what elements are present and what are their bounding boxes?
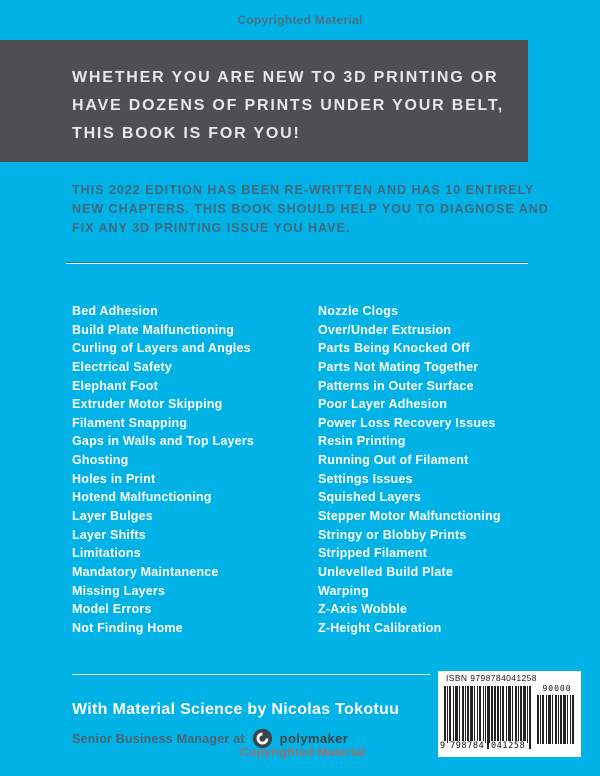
topic-item: Bed Adhesion	[72, 304, 158, 318]
topic-item: Hotend Malfunctioning	[72, 490, 212, 505]
topics-column-right	[318, 302, 501, 638]
barcode-guard-bar	[487, 686, 489, 749]
topic-item: Electrical Safety	[72, 359, 172, 374]
topic-item: Poor Layer Adhesion	[318, 397, 448, 412]
barcode-guard-bar	[444, 686, 446, 749]
barcode-digit-group: 041258	[491, 741, 526, 751]
topic-item: Gaps in Walls and Top Layers	[72, 434, 255, 449]
topic-item: Unlevelled Build Plate	[318, 564, 453, 579]
footer-divider-line	[72, 674, 430, 675]
topic-item: Mandatory Maintanence	[72, 564, 219, 579]
topic-item: Build Plate Malfunctioning	[72, 322, 235, 337]
copyright-watermark-top: Copyrighted Material	[237, 13, 363, 27]
topic-item: Parts Being Knocked Off	[318, 341, 470, 356]
brand-name: polymaker	[279, 731, 349, 746]
topic-item: Over/Under Extrusion	[318, 322, 452, 337]
topic-item: Stripped Filament	[318, 546, 427, 561]
headline-line: HAVE DOZENS OF PRINTS UNDER YOUR BELT,	[72, 97, 504, 114]
barcode-addon-price: 90000	[542, 684, 572, 693]
topic-item: Extruder Motor Skipping	[72, 397, 223, 412]
topic-item: Missing Layers	[72, 583, 166, 598]
topic-item: Nozzle Clogs	[318, 304, 399, 318]
barcode-digit-group: 798784	[450, 741, 485, 751]
topic-item: Curling of Layers and Angles	[72, 341, 251, 356]
barcode-digit-group: 9	[440, 741, 446, 751]
topic-item: Squished Layers	[318, 490, 422, 505]
topic-item: Resin Printing	[318, 434, 406, 449]
topic-item: Patterns in Outer Surface	[318, 378, 474, 393]
topic-item: Filament Snapping	[72, 415, 188, 430]
divider-line	[66, 262, 528, 263]
intro-line: FIX ANY 3D PRINTING ISSUE YOU HAVE.	[72, 221, 351, 235]
author-credit: With Material Science by Nicolas Tokotuu	[72, 701, 400, 718]
intro-line: NEW CHAPTERS. THIS BOOK SHOULD HELP YOU TO DIAGNOSE AND	[72, 202, 549, 216]
topic-item: Ghosting	[72, 453, 129, 468]
topic-item: Power Loss Recovery Issues	[318, 415, 496, 430]
barcode-bars-addon	[537, 695, 575, 744]
topic-item: Limitations	[72, 546, 141, 561]
topic-item: Z-Axis Wobble	[318, 602, 408, 617]
isbn-barcode-block	[438, 671, 581, 757]
isbn-label: ISBN 9798784041258	[446, 673, 537, 683]
topic-item: Stepper Motor Malfunctioning	[318, 509, 501, 524]
headline	[72, 64, 504, 148]
topic-item: Running Out of Filament	[318, 453, 469, 468]
topic-item: Layer Bulges	[72, 509, 153, 524]
intro-line: THIS 2022 EDITION HAS BEEN RE-WRITTEN AND HAS 10 ENTIRELY	[72, 183, 535, 197]
edition-intro	[72, 181, 549, 238]
topic-item: Warping	[318, 583, 369, 598]
topic-item: Z-Height Calibration	[318, 620, 442, 635]
topic-item: Model Errors	[72, 602, 152, 617]
topic-item: Not Finding Home	[72, 620, 183, 635]
barcode-digits	[438, 741, 534, 752]
topic-item: Parts Not Mating Together	[318, 359, 479, 374]
headline-line: THIS BOOK IS FOR YOU!	[72, 125, 301, 142]
topic-item: Layer Shifts	[72, 527, 146, 542]
topic-item: Stringy or Blobby Prints	[318, 527, 467, 542]
headline-line: WHETHER YOU ARE NEW TO 3D PRINTING OR	[72, 69, 499, 86]
barcode-guard-bar	[529, 686, 531, 749]
topics-column-left	[72, 302, 254, 638]
role-label: Senior Business Manager at	[72, 731, 245, 746]
topic-item: Holes in Print	[72, 471, 156, 486]
topic-item: Settings Issues	[318, 471, 413, 486]
copyright-watermark-bottom: Copyrighted Material	[240, 745, 366, 759]
topic-item: Elephant Foot	[72, 378, 158, 393]
headline-panel	[0, 40, 528, 162]
